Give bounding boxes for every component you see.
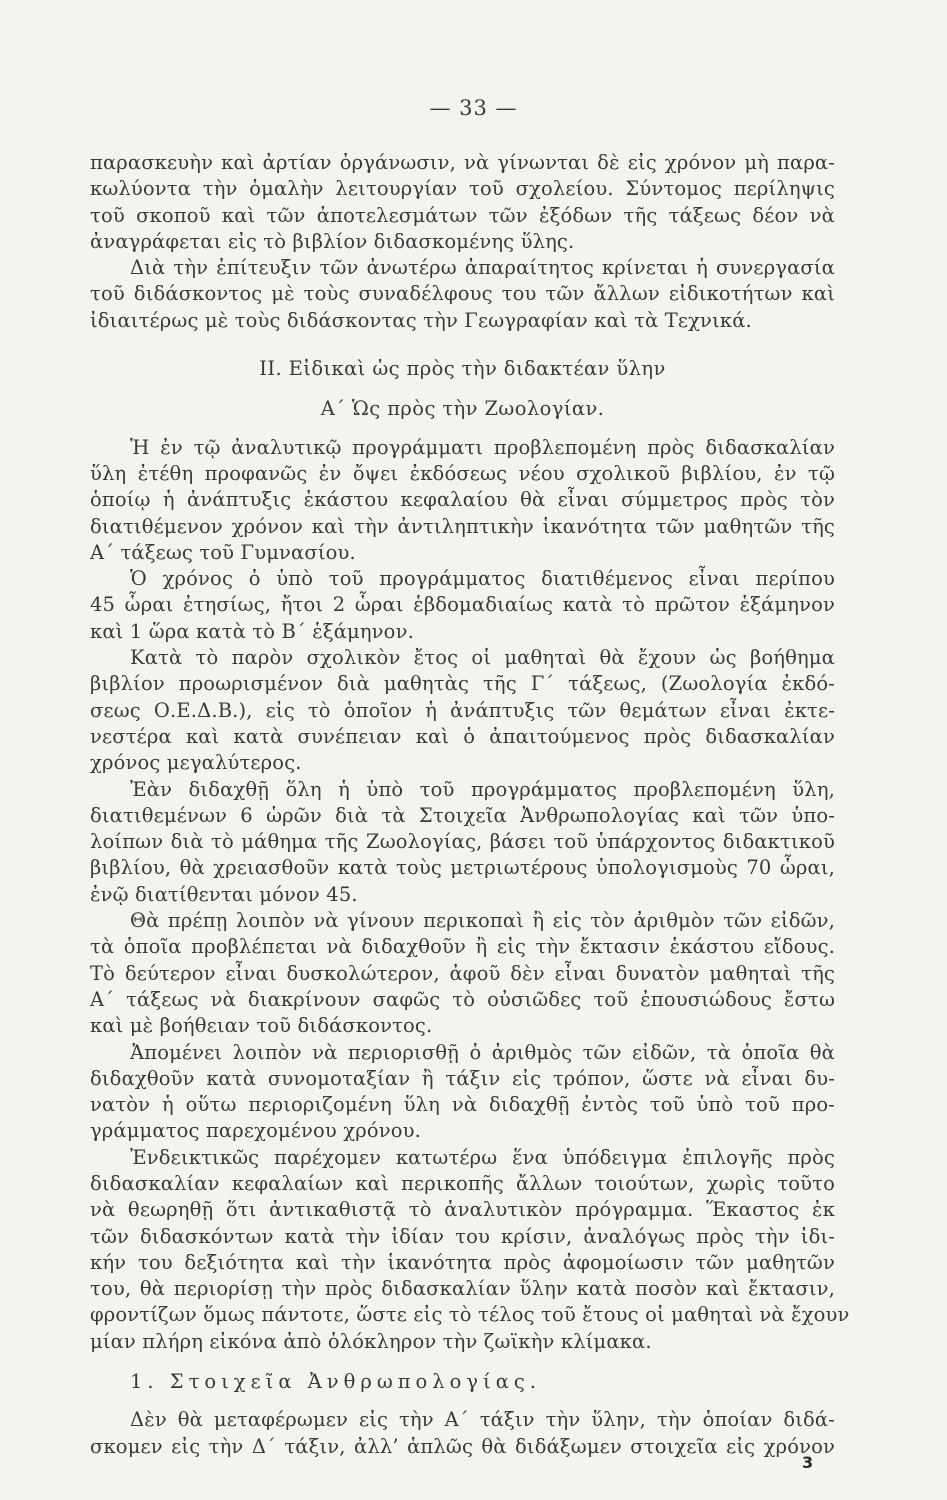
text-line: ἐνῷ διατίθενται μόνον 45. <box>90 882 358 906</box>
text-line: ἰδιαιτέρως μὲ τοὺς διδάσκοντας τὴν Γεωγραφίαν καὶ τὰ Τεχνικά. <box>90 308 752 332</box>
page-number: — 33 — <box>429 96 518 120</box>
text-line: Θὰ πρέπῃ λοιπὸν νὰ γίνουν περικοπαὶ ἢ εἰς τὸν ἀριθμὸν τῶν εἰδῶν, <box>130 909 835 933</box>
body-text <box>90 150 850 1460</box>
text-line: Δὲν θὰ μεταφέρωμεν εἰς τὴν Α΄ τάξιν τὴν ὕλην, τὴν ὁποίαν διδά- <box>130 1408 835 1432</box>
text-line: τοῦ σκοποῦ καὶ τῶν ἀποτελεσμάτων τῶν ἐξόδων τῆς τάξεως δέον νὰ <box>90 203 835 227</box>
text-line: διδαχθοῦν κατὰ συνομοταξίαν ἢ τάξιν εἰς τρόπον, ὥστε νὰ εἶναι δυ- <box>90 1066 835 1090</box>
paragraph <box>90 777 835 908</box>
text-line: Ἐὰν διδαχθῇ ὅλη ἡ ὑπὸ τοῦ προγράμματος προβλεπομένη ὕλη, <box>130 777 835 801</box>
text-line: σεως Ο.Ε.Δ.Β.), εἰς τὸ ὁποῖον ἡ ἀνάπτυξις τῶν θεμάτων εἶναι ἐκτε- <box>90 698 835 722</box>
text-line: του, θὰ περιορίσῃ τὴν πρὸς διδασκαλίαν ὕλην κατὰ ποσὸν καὶ ἔκτασιν, <box>90 1277 835 1301</box>
paragraph <box>90 1040 835 1145</box>
text-line: μίαν πλήρη εἰκόνα ἀπὸ ὁλόκληρον τὴν ζωϊκὴν κλίμακα. <box>90 1329 652 1353</box>
paragraph <box>90 1407 835 1460</box>
text-line: κωλύοντα τὴν ὁμαλὴν λειτουργίαν τοῦ σχολείου. Σύντομος περίληψις <box>90 177 835 201</box>
text-line: λοίπων διὰ τὸ μάθημα τῆς Ζωολογίας, βάσει τοῦ ὑπάρχοντος διδακτικοῦ <box>90 830 835 854</box>
text-line: φροντίζων ὅμως πάντοτε, ὥστε εἰς τὸ τέλος τοῦ ἔτους οἱ μαθηταὶ νὰ ἔχουν <box>90 1303 850 1327</box>
paragraph <box>90 255 835 334</box>
text-line: Α΄ τάξεως τοῦ Γυμνασίου. <box>90 540 356 564</box>
text-line: ὕλη ἐτέθη προφανῶς ἐν ὄψει ἐκδόσεως νέου σχολικοῦ βιβλίου, ἐν τῷ <box>90 461 835 485</box>
paragraph <box>90 645 835 776</box>
text-line: κήν του δεξιότητα καὶ τὴν ἱκανότητα πρὸς ἀφομοίωσιν τῶν μαθητῶν <box>90 1250 835 1274</box>
section-heading: ΙΙ. Εἰδικαὶ ὡς πρὸς τὴν διδακτέαν ὕλην <box>259 357 666 381</box>
text-line: ὁποίῳ ἡ ἀνάπτυξις ἑκάστου κεφαλαίου θὰ εἶναι σύμμετρος πρὸς τὸν <box>90 488 835 512</box>
text-line: διατιθεμένων 6 ὡρῶν διὰ τὰ Στοιχεῖα Ἀνθρωπολογίας καὶ τῶν ὑπο- <box>90 803 835 827</box>
text-line: τοῦ διδάσκοντος μὲ τοὺς συναδέλφους του τῶν ἄλλων εἰδικοτήτων καὶ <box>90 282 835 306</box>
paragraph <box>90 566 835 645</box>
text-line: Κατὰ τὸ παρὸν σχολικὸν ἔτος οἱ μαθηταὶ θὰ ἔχουν ὡς βοήθημα <box>130 646 835 670</box>
text-line: διατιθέμενον χρόνον καὶ τὴν ἀντιληπτικὴν ἱκανότητα τῶν μαθητῶν τῆς <box>90 514 835 538</box>
text-line: γράμματος παρεχομένου χρόνου. <box>90 1119 421 1143</box>
text-line: νεστέρα καὶ κατὰ συνέπειαν καὶ ὁ ἀπαιτούμενος πρὸς διδασκαλίαν <box>90 724 835 748</box>
text-line: Ἀπομένει λοιπὸν νὰ περιορισθῇ ὁ ἀριθμὸς τῶν εἰδῶν, τὰ ὁποῖα θὰ <box>130 1040 835 1064</box>
text-line: Ὁ χρόνος ὁ ὑπὸ τοῦ προγράμματος διατιθέμενος εἶναι περίπου <box>130 567 835 591</box>
text-line: καὶ μὲ βοήθειαν τοῦ διδάσκοντος. <box>90 1014 433 1038</box>
text-line: Ἐνδεικτικῶς παρέχομεν κατωτέρω ἕνα ὑπόδειγμα ἐπιλογῆς πρὸς <box>130 1145 835 1169</box>
text-line: καὶ 1 ὥρα κατὰ τὸ Β΄ ἑξάμηνον. <box>90 619 414 643</box>
paragraph <box>90 435 835 566</box>
text-line: Α΄ τάξεως νὰ διακρίνουν σαφῶς τὸ οὐσιῶδες τοῦ ἐπουσιώδους ἔστω <box>90 987 835 1011</box>
numbered-heading: 1. Στοιχεῖα Ἀνθρωπολογίας. <box>130 1370 541 1394</box>
subsection-heading: Α΄ Ὡς πρὸς τὴν Ζωολογίαν. <box>320 397 605 421</box>
text-line: νατὸν ἡ οὕτω περιοριζομένη ὕλη νὰ διδαχθῇ ἐντὸς τοῦ ὑπὸ τοῦ προ- <box>90 1093 835 1117</box>
text-line: 45 ὧραι ἐτησίως, ἤτοι 2 ὧραι ἑβδομαδιαίως κατὰ τὸ πρῶτον ἑξάμηνον <box>90 593 835 617</box>
text-line: παρασκευὴν καὶ ἀρτίαν ὀργάνωσιν, νὰ γίνωνται δὲ εἰς χρόνον μὴ παρα- <box>90 151 835 174</box>
text-line: τὰ ὁποῖα προβλέπεται νὰ διδαχθοῦν ἢ εἰς τὴν ἔκτασιν ἑκάστου εἴδους. <box>90 935 835 959</box>
paragraph <box>90 150 835 255</box>
text-line: διδασκαλίαν κεφαλαίων καὶ περικοπῆς ἄλλων τοιούτων, χωρὶς τοῦτο <box>90 1171 835 1195</box>
text-line: νὰ θεωρηθῇ ὅτι ἀντικαθιστᾷ τὸ ἀναλυτικὸν πρόγραμμα. Ἕκαστος ἐκ <box>90 1198 835 1222</box>
text-line: Ἡ ἐν τῷ ἀναλυτικῷ προγράμματι προβλεπομένη πρὸς διδασκαλίαν <box>130 435 835 459</box>
paragraph <box>90 1145 850 1355</box>
text-line: βιβλίον προωρισμένον διὰ μαθητὰς τῆς Γ΄ τάξεως, (Ζωολογία ἐκδό- <box>90 672 835 696</box>
paragraph <box>90 908 835 1039</box>
text-line: χρόνος μεγαλύτερος. <box>90 751 302 775</box>
text-line: σκομεν εἰς τὴν Δ΄ τάξιν, ἀλλ’ ἁπλῶς θὰ διδάξωμεν στοιχεῖα εἰς χρόνον <box>90 1434 835 1458</box>
text-line: Τὸ δεύτερον εἶναι δυσκολώτερον, ἀφοῦ δὲν εἶναι δυνατὸν μαθηταὶ τῆς <box>90 961 835 985</box>
text-line: Διὰ τὴν ἐπίτευξιν τῶν ἀνωτέρω ἀπαραίτητος κρίνεται ἡ συνεργασία <box>130 256 835 280</box>
text-line: τῶν διδασκόντων κατὰ τὴν ἰδίαν του κρίσιν, ἀναλόγως πρὸς τὴν ἰδι- <box>90 1224 835 1248</box>
text-line: ἀναγράφεται εἰς τὸ βιβλίον διδασκομένης ὕλης. <box>90 229 575 253</box>
signature-mark: 3 <box>802 1453 814 1472</box>
text-line: βιβλίου, θὰ χρειασθοῦν κατὰ τοὺς μετριωτέρους ὑπολογισμοὺς 70 ὧραι, <box>90 856 835 880</box>
